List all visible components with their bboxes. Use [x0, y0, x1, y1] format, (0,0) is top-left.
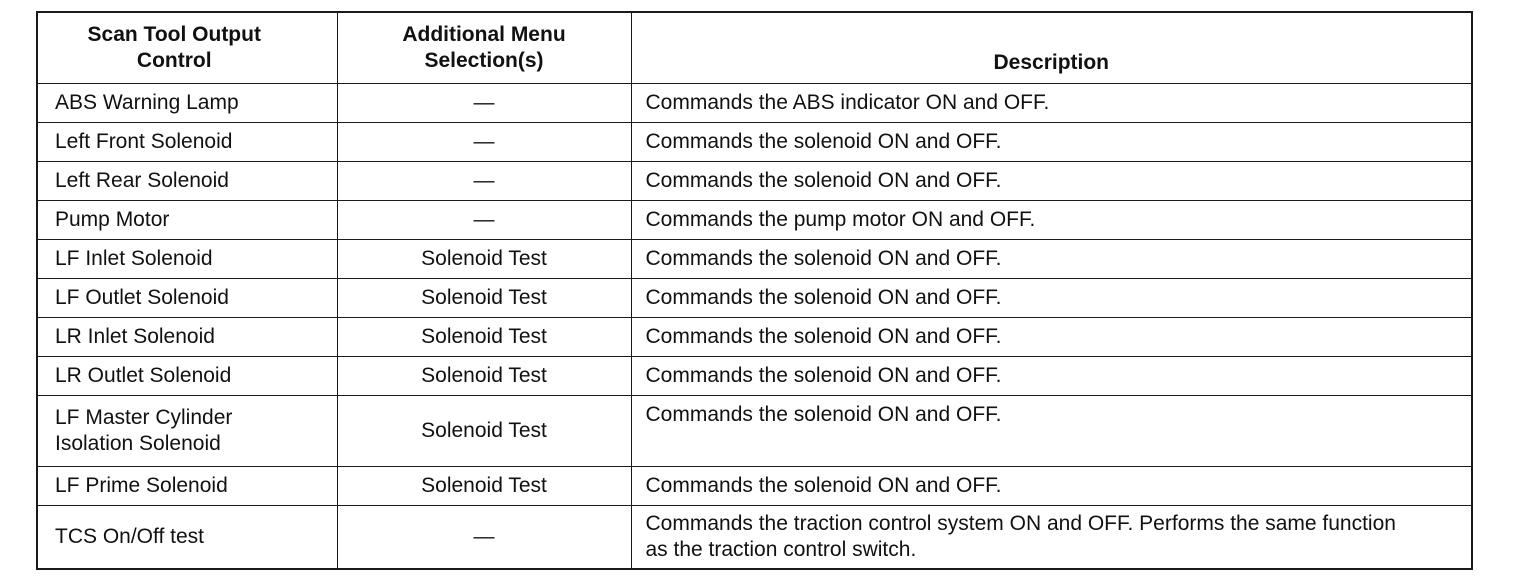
menu-cell: Solenoid Test: [337, 396, 631, 467]
table-row: [37, 396, 1472, 467]
control-cell: ABS Warning Lamp: [37, 84, 337, 123]
control-cell: LR Outlet Solenoid: [37, 357, 337, 396]
table-row: [37, 357, 1472, 396]
menu-cell: —: [337, 84, 631, 123]
menu-cell: Solenoid Test: [337, 318, 631, 357]
header-description: Description: [631, 12, 1472, 84]
menu-cell: —: [337, 162, 631, 201]
table-row: [37, 240, 1472, 279]
control-cell: Left Rear Solenoid: [37, 162, 337, 201]
control-cell: Pump Motor: [37, 201, 337, 240]
table-row: [37, 467, 1472, 506]
control-cell: LF Master Cylinder Isolation Solenoid: [37, 396, 337, 467]
control-cell: LF Prime Solenoid: [37, 467, 337, 506]
table-row: [37, 318, 1472, 357]
table-row: [37, 162, 1472, 201]
control-cell: LR Inlet Solenoid: [37, 318, 337, 357]
description-cell: Commands the ABS indicator ON and OFF.: [631, 84, 1472, 123]
control-cell: LF Outlet Solenoid: [37, 279, 337, 318]
description-cell: Commands the pump motor ON and OFF.: [631, 201, 1472, 240]
table-row: [37, 201, 1472, 240]
control-cell: TCS On/Off test: [37, 506, 337, 570]
menu-cell: Solenoid Test: [337, 467, 631, 506]
description-cell: Commands the solenoid ON and OFF.: [631, 467, 1472, 506]
menu-cell: Solenoid Test: [337, 279, 631, 318]
description-cell: Commands the traction control system ON and OFF. Performs the same function as the traction control switch.: [631, 506, 1472, 570]
control-cell: LF Inlet Solenoid: [37, 240, 337, 279]
menu-cell: Solenoid Test: [337, 357, 631, 396]
description-cell: Commands the solenoid ON and OFF.: [631, 396, 1472, 467]
menu-cell: —: [337, 201, 631, 240]
header-row: [37, 12, 1472, 84]
description-cell: Commands the solenoid ON and OFF.: [631, 240, 1472, 279]
description-cell: Commands the solenoid ON and OFF.: [631, 123, 1472, 162]
table-row: [37, 506, 1472, 570]
control-cell: Left Front Solenoid: [37, 123, 337, 162]
table-row: [37, 279, 1472, 318]
header-control: Scan Tool Output Control: [37, 12, 337, 84]
description-cell: Commands the solenoid ON and OFF.: [631, 162, 1472, 201]
description-cell: Commands the solenoid ON and OFF.: [631, 357, 1472, 396]
table-row: [37, 84, 1472, 123]
menu-cell: —: [337, 506, 631, 570]
menu-cell: Solenoid Test: [337, 240, 631, 279]
header-menu: Additional Menu Selection(s): [337, 12, 631, 84]
menu-cell: —: [337, 123, 631, 162]
table-row: [37, 123, 1472, 162]
description-cell: Commands the solenoid ON and OFF.: [631, 279, 1472, 318]
description-cell: Commands the solenoid ON and OFF.: [631, 318, 1472, 357]
scan-tool-output-table: [36, 11, 1473, 570]
